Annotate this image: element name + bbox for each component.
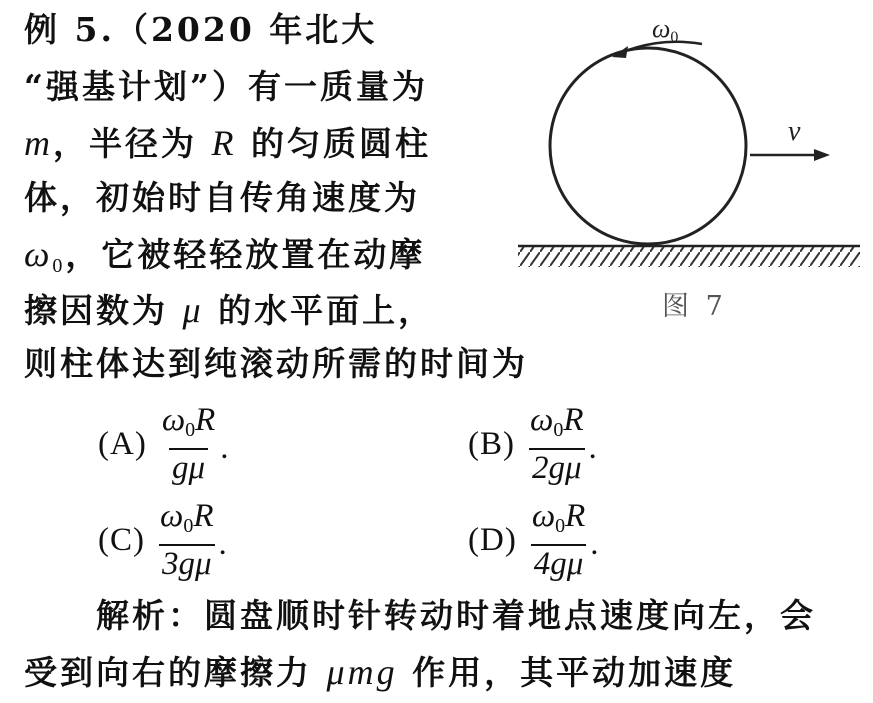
- option-a-denominator: gμ: [169, 448, 208, 486]
- var-R: R: [211, 123, 237, 163]
- option-a-label: (A): [98, 425, 147, 462]
- problem-line-3-text: ，半径为: [53, 124, 197, 163]
- option-d-numerator: $\omega_0R$: [531, 498, 586, 537]
- solution-line-2-text2: 作用，其平动加速度: [412, 653, 737, 692]
- problem-line-3-text2: 的匀质圆柱: [251, 124, 431, 163]
- var-omega-sub: 0: [52, 255, 66, 277]
- solution-line-2-text: 受到向右的摩擦力: [24, 653, 312, 692]
- option-b-period: .: [588, 429, 597, 466]
- option-b-numerator: $\omega_0R$: [530, 402, 584, 441]
- option-b-denominator: 2gμ: [529, 448, 585, 486]
- var-m: m: [24, 123, 53, 163]
- problem-line-4-text: 体，初始时自传角速度为: [24, 178, 420, 217]
- problem-line-2-text: “强基计划”）有一质量为: [24, 67, 428, 106]
- option-b-label: (B): [468, 425, 515, 462]
- option-a-numerator: $\omega_0R$: [161, 402, 216, 441]
- cylinder-circle: [550, 48, 746, 244]
- figure-caption: 图 7: [662, 291, 727, 322]
- var-mumg: μmg: [326, 652, 398, 692]
- omega-label: ω0: [652, 14, 679, 46]
- velocity-arrowhead: [814, 149, 830, 161]
- velocity-label: v: [788, 116, 801, 147]
- problem-line-7-text: 则柱体达到纯滚动所需的时间为: [24, 344, 528, 383]
- solution-line-1-text: 解析：圆盘顺时针转动时着地点速度向左，会: [96, 596, 816, 635]
- omega-arrowhead: [612, 46, 628, 58]
- problem-line-5-text: ，它被轻轻放置在动摩: [65, 235, 426, 274]
- problem-line-6-text2: 的水平面上，: [218, 291, 435, 330]
- option-d-label: (D): [468, 521, 517, 558]
- option-c-label: (C): [98, 521, 145, 558]
- option-c-denominator: 3gμ: [159, 544, 215, 582]
- problem-line-6-text: 擦因数为: [24, 291, 168, 330]
- var-mu: μ: [182, 290, 204, 330]
- option-d-period: .: [590, 525, 599, 562]
- option-a-period: .: [220, 429, 229, 466]
- option-d-denominator: 4gμ: [531, 544, 587, 582]
- ground-hatching: [518, 247, 860, 267]
- problem-line-1-text: 例 5.（2020 年北大: [24, 10, 378, 49]
- var-omega: ω: [24, 234, 53, 274]
- option-c-numerator: $\omega_0R$: [160, 498, 214, 537]
- option-c-period: .: [218, 525, 227, 562]
